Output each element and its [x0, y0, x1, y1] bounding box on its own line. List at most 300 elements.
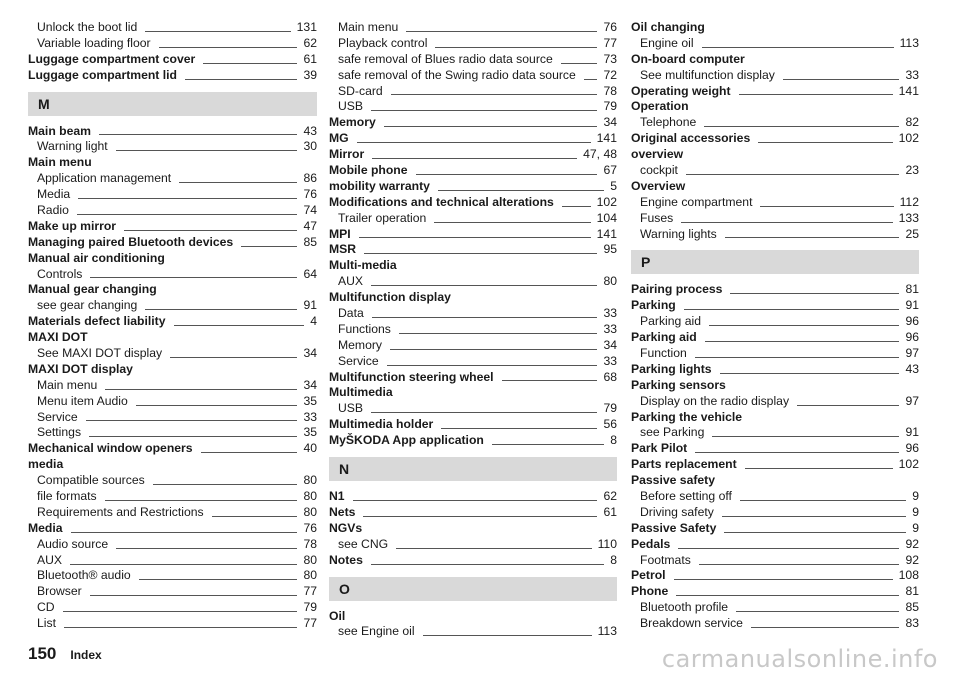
leader-line	[704, 126, 899, 127]
section-title: Index	[70, 648, 102, 662]
entry-label: file formats	[37, 489, 97, 504]
page-reference: 74	[303, 203, 317, 217]
index-heading: MAXI DOT	[28, 330, 88, 345]
leader-line	[584, 79, 598, 80]
index-entry	[631, 362, 919, 378]
page-reference: 35	[303, 425, 317, 440]
entry-label: Pedals	[631, 536, 671, 551]
leader-line	[758, 142, 892, 143]
entry-label: mobility warranty	[329, 178, 430, 193]
entry-label: see gear changing	[37, 298, 138, 313]
leader-line	[116, 548, 297, 549]
page-reference: 91	[905, 425, 919, 440]
index-entry	[329, 131, 617, 147]
page-reference: 104	[596, 210, 617, 225]
index-heading: Overview	[631, 178, 686, 193]
watermark: carmanualsonline.info	[661, 645, 938, 673]
index-entry	[631, 84, 919, 100]
index-entry	[631, 330, 919, 346]
leader-line	[406, 31, 597, 32]
entry-label: Service	[37, 409, 78, 424]
page-reference: 8	[610, 552, 617, 567]
index-heading: Parking the vehicle	[631, 409, 743, 424]
leader-line	[441, 428, 597, 429]
entry-label: Multifunction steering wheel	[329, 369, 494, 384]
leader-line	[105, 389, 297, 390]
entry-label: MyŠKODA App application	[329, 433, 484, 448]
entry-label: USB	[338, 99, 364, 114]
page-footer	[28, 644, 102, 664]
entry-label: Nets	[329, 504, 356, 519]
index-entry	[329, 227, 617, 243]
leader-line	[145, 309, 297, 310]
leader-line	[63, 611, 298, 612]
leader-line	[438, 190, 604, 191]
page-reference: 85	[303, 234, 317, 249]
leader-line	[71, 532, 298, 533]
leader-line	[739, 94, 893, 95]
page-reference: 64	[303, 266, 317, 281]
index-subentry	[329, 624, 617, 640]
entry-label: Settings	[37, 425, 82, 440]
leader-line	[435, 47, 597, 48]
page-reference: 79	[303, 600, 317, 615]
page-reference: 33	[303, 409, 317, 424]
index-entry	[631, 298, 919, 314]
entry-label: Mobile phone	[329, 163, 408, 177]
page-reference: 4	[310, 314, 317, 329]
entry-label: Luggage compartment lid	[28, 67, 177, 82]
index-subentry	[329, 537, 617, 553]
leader-line	[124, 230, 297, 231]
index-heading: Passive safety	[631, 473, 716, 488]
entry-label: Application management	[37, 171, 172, 186]
leader-line	[674, 579, 893, 580]
page-reference: 34	[603, 115, 617, 130]
index-entry	[28, 68, 317, 84]
index-subentry	[329, 338, 617, 354]
page-reference: 80	[303, 552, 317, 567]
index-subentry	[28, 346, 317, 362]
leader-line	[90, 277, 297, 278]
page-reference: 77	[603, 35, 617, 50]
entry-label: Parking lights	[631, 361, 712, 376]
entry-label: Materials defect liability	[28, 314, 166, 329]
leader-line	[139, 579, 298, 580]
page-reference: 113	[899, 35, 919, 50]
index-entry	[329, 505, 617, 521]
index-heading: MAXI DOT display	[28, 361, 133, 376]
index-subentry	[631, 68, 919, 84]
page-reference: 102	[596, 194, 617, 209]
leader-line	[709, 325, 899, 326]
leader-line	[712, 436, 899, 437]
leader-line	[724, 532, 906, 533]
index-subentry	[329, 99, 617, 115]
leader-line	[702, 47, 894, 48]
index-heading: On-board computer	[631, 51, 745, 66]
index-subentry	[631, 553, 919, 569]
index-heading: Manual gear changing	[28, 282, 157, 297]
page-reference: 78	[603, 83, 617, 98]
leader-line	[751, 627, 899, 628]
page-reference: 102	[898, 131, 919, 146]
leader-line	[722, 516, 906, 517]
index-letter-heading: M	[28, 92, 317, 116]
page-reference: 9	[912, 489, 919, 504]
page-reference: 33	[603, 306, 617, 321]
page-reference: 43	[303, 123, 317, 138]
leader-line	[695, 452, 899, 453]
entry-label: Phone	[631, 584, 669, 599]
index-entry	[631, 131, 919, 147]
entry-label: see Engine oil	[338, 624, 415, 639]
index-entry	[329, 195, 617, 211]
index-subentry	[329, 274, 617, 290]
page-reference: 110	[597, 536, 617, 551]
leader-line	[371, 412, 597, 413]
entry-label: Radio	[37, 203, 69, 217]
entry-label: Service	[338, 353, 379, 368]
page-reference: 67	[603, 163, 617, 177]
page-reference: 43	[905, 361, 919, 376]
entry-label: USB	[338, 401, 364, 416]
index-subentry	[28, 584, 317, 600]
entry-label: safe removal of Blues radio data source	[338, 51, 553, 66]
page-reference: 76	[303, 187, 317, 202]
leader-line	[136, 405, 298, 406]
index-subentry	[28, 569, 317, 585]
entry-label: AUX	[338, 274, 364, 289]
page-reference: 30	[303, 139, 317, 154]
index-heading: Manual air conditioning	[28, 250, 165, 265]
entry-label: Bluetooth® audio	[37, 568, 131, 583]
leader-line	[371, 564, 604, 565]
index-subentry	[329, 306, 617, 322]
entry-label: Functions	[338, 321, 391, 336]
entry-label: Mechanical window openers	[28, 441, 193, 456]
index-subentry	[28, 489, 317, 505]
entry-label: Unlock the boot lid	[37, 19, 138, 34]
index-entry	[329, 115, 617, 131]
entry-label: see Parking	[640, 425, 705, 440]
leader-line	[372, 158, 577, 159]
index-entry	[631, 441, 919, 457]
index-subentry	[28, 20, 317, 36]
leader-line	[678, 548, 899, 549]
entry-label: Controls	[37, 266, 83, 281]
leader-line	[396, 548, 591, 549]
index-entry	[631, 521, 919, 537]
leader-line	[159, 47, 298, 48]
page-reference: 56	[603, 417, 617, 432]
entry-label: Audio source	[37, 536, 109, 551]
entry-label: Fuses	[640, 210, 674, 225]
index-subentry	[631, 115, 919, 131]
page-reference: 95	[603, 242, 617, 257]
entry-label: safe removal of the Swing radio data source	[338, 67, 576, 82]
index-heading: Main menu	[28, 155, 92, 170]
page-reference: 81	[905, 584, 919, 599]
entry-label: Media	[37, 187, 71, 202]
page-reference: 91	[905, 298, 919, 313]
index-heading: Multimedia	[329, 385, 393, 400]
index-heading: overview	[631, 147, 684, 162]
entry-label: Engine oil	[640, 35, 694, 50]
page-reference: 80	[303, 489, 317, 504]
leader-line	[423, 635, 592, 636]
leader-line	[740, 500, 906, 501]
leader-line	[684, 309, 900, 310]
index-subentry	[28, 600, 317, 616]
leader-line	[99, 134, 297, 135]
leader-line	[145, 31, 290, 32]
leader-line	[241, 246, 297, 247]
page-reference: 112	[899, 194, 919, 209]
entry-label: SD-card	[338, 83, 383, 98]
entry-label: Multimedia holder	[329, 417, 434, 432]
index-heading: Parking sensors	[631, 377, 726, 392]
leader-line	[676, 595, 899, 596]
entry-label: Parking	[631, 298, 676, 313]
entry-label: MPI	[329, 226, 351, 241]
entry-label: Data	[338, 306, 364, 321]
leader-line	[492, 444, 604, 445]
leader-line	[695, 357, 900, 358]
page-reference: 96	[905, 441, 919, 456]
leader-line	[562, 206, 591, 207]
index-heading: Multi-media	[329, 258, 397, 273]
page-reference: 141	[596, 131, 617, 146]
leader-line	[705, 341, 900, 342]
page-reference: 78	[303, 536, 317, 551]
leader-line	[371, 285, 597, 286]
leader-line	[725, 237, 900, 238]
leader-line	[179, 182, 297, 183]
page-reference: 86	[303, 171, 317, 186]
page-reference: 61	[303, 51, 317, 66]
leader-line	[201, 452, 298, 453]
index-entry	[329, 433, 617, 449]
index-letter-heading: N	[329, 457, 617, 481]
entry-label: Park Pilot	[631, 441, 688, 456]
entry-label: Mirror	[329, 147, 365, 162]
entry-label: Main menu	[37, 377, 98, 392]
index-column-1	[28, 20, 317, 632]
leader-line	[736, 611, 899, 612]
index-heading: NGVs	[329, 520, 363, 535]
index-entry	[28, 52, 317, 68]
index-column-3	[631, 20, 919, 632]
entry-label: Display on the radio display	[640, 393, 790, 408]
leader-line	[170, 357, 297, 358]
leader-line	[730, 293, 899, 294]
index-subentry	[631, 36, 919, 52]
index-subentry	[631, 346, 919, 362]
leader-line	[391, 94, 598, 95]
index-entry	[329, 163, 617, 179]
leader-line	[78, 198, 297, 199]
index-letter-heading: P	[631, 250, 919, 274]
page-reference: 5	[610, 178, 617, 193]
entry-label: Trailer operation	[338, 210, 427, 225]
index-heading: media	[28, 457, 64, 472]
leader-line	[64, 627, 297, 628]
page-reference: 92	[905, 552, 919, 567]
page-reference: 62	[303, 35, 317, 50]
entry-label: Passive Safety	[631, 520, 717, 535]
index-subentry	[329, 354, 617, 370]
page-reference: 97	[905, 346, 919, 361]
index-subentry	[631, 314, 919, 330]
index-subentry	[329, 211, 617, 227]
page-reference: 39	[303, 67, 317, 82]
page-reference: 8	[610, 433, 617, 448]
index-subentry	[28, 139, 317, 155]
entry-label: N1	[329, 489, 345, 504]
index-subentry	[28, 298, 317, 314]
entry-label: Main menu	[338, 19, 399, 34]
leader-line	[390, 349, 597, 350]
leader-line	[699, 564, 900, 565]
page-reference: 76	[603, 19, 617, 34]
entry-label: Memory	[329, 115, 376, 130]
page-reference: 35	[303, 393, 317, 408]
leader-line	[364, 253, 597, 254]
page-reference: 23	[905, 163, 919, 177]
entry-label: Telephone	[640, 115, 697, 130]
index-heading: Operation	[631, 99, 689, 114]
leader-line	[372, 317, 598, 318]
index-column-2	[329, 20, 617, 640]
leader-line	[720, 373, 900, 374]
page-reference: 80	[303, 568, 317, 583]
entry-label: Before setting off	[640, 489, 732, 504]
entry-label: Breakdown service	[640, 616, 743, 631]
index-subentry	[631, 425, 919, 441]
page-reference: 85	[905, 600, 919, 615]
entry-label: Parts replacement	[631, 457, 737, 472]
entry-label: Original accessories	[631, 131, 751, 146]
entry-label: cockpit	[640, 163, 678, 177]
index-subentry	[631, 489, 919, 505]
index-subentry	[631, 600, 919, 616]
page-reference: 81	[905, 282, 919, 297]
index-subentry	[631, 505, 919, 521]
page-reference: 80	[303, 504, 317, 519]
leader-line	[359, 237, 591, 238]
page-reference: 33	[905, 67, 919, 82]
entry-label: See multifunction display	[640, 67, 775, 82]
index-subentry	[329, 401, 617, 417]
leader-line	[681, 222, 892, 223]
index-subentry	[28, 425, 317, 441]
leader-line	[86, 420, 298, 421]
index-subentry	[28, 36, 317, 52]
entry-label: Memory	[338, 337, 383, 352]
index-heading: Oil	[329, 608, 346, 623]
index-subentry	[329, 322, 617, 338]
page-reference: 79	[603, 401, 617, 416]
leader-line	[203, 63, 297, 64]
entry-label: Bluetooth profile	[640, 600, 729, 615]
leader-line	[77, 214, 298, 215]
entry-label: Browser	[37, 584, 82, 599]
page-reference: 40	[303, 441, 317, 456]
entry-label: Warning lights	[640, 226, 717, 241]
entry-label: Warning light	[37, 139, 108, 154]
page-reference: 96	[905, 314, 919, 329]
page-reference: 77	[303, 616, 317, 631]
leader-line	[434, 222, 590, 223]
leader-line	[357, 142, 591, 143]
index-subentry	[28, 410, 317, 426]
entry-label: Notes	[329, 552, 363, 567]
index-subentry	[28, 267, 317, 283]
page-reference: 133	[898, 210, 919, 225]
entry-label: Requirements and Restrictions	[37, 504, 204, 519]
leader-line	[90, 595, 298, 596]
page-reference: 25	[905, 226, 919, 241]
leader-line	[185, 79, 297, 80]
leader-line	[89, 436, 297, 437]
entry-label: Operating weight	[631, 83, 731, 98]
entry-label: MSR	[329, 242, 357, 257]
index-entry	[329, 179, 617, 195]
entry-label: Menu item Audio	[37, 393, 128, 408]
page-reference: 77	[303, 584, 317, 599]
entry-label: Variable loading floor	[37, 35, 151, 50]
entry-label: Driving safety	[640, 504, 714, 519]
index-heading: Multifunction display	[329, 290, 451, 305]
index-subentry	[28, 537, 317, 553]
index-subentry	[28, 394, 317, 410]
index-entry	[28, 219, 317, 235]
entry-label: Parking aid	[631, 330, 697, 345]
index-entry	[631, 282, 919, 298]
entry-label: MG	[329, 131, 349, 146]
leader-line	[387, 365, 598, 366]
index-subentry	[631, 163, 919, 179]
entry-label: Media	[28, 520, 63, 535]
page-reference: 82	[905, 115, 919, 130]
index-subentry	[329, 84, 617, 100]
page-reference: 80	[603, 274, 617, 289]
index-entry	[28, 441, 317, 457]
entry-label: AUX	[37, 552, 63, 567]
leader-line	[116, 150, 298, 151]
page-reference: 72	[603, 67, 617, 82]
leader-line	[384, 126, 598, 127]
page-reference: 141	[596, 226, 617, 241]
entry-label: List	[37, 616, 56, 631]
index-entry	[28, 314, 317, 330]
page-reference: 34	[303, 346, 317, 361]
index-subentry	[631, 211, 919, 227]
leader-line	[797, 405, 899, 406]
entry-label: Pairing process	[631, 282, 723, 297]
index-entry	[28, 124, 317, 140]
index-entry	[329, 147, 617, 163]
index-entry	[28, 521, 317, 537]
index-subentry	[28, 616, 317, 632]
entry-label: Parking aid	[640, 314, 701, 329]
leader-line	[212, 516, 298, 517]
leader-line	[105, 500, 298, 501]
index-subentry	[28, 171, 317, 187]
page-number: 150	[28, 644, 57, 663]
page-reference: 61	[603, 504, 617, 519]
